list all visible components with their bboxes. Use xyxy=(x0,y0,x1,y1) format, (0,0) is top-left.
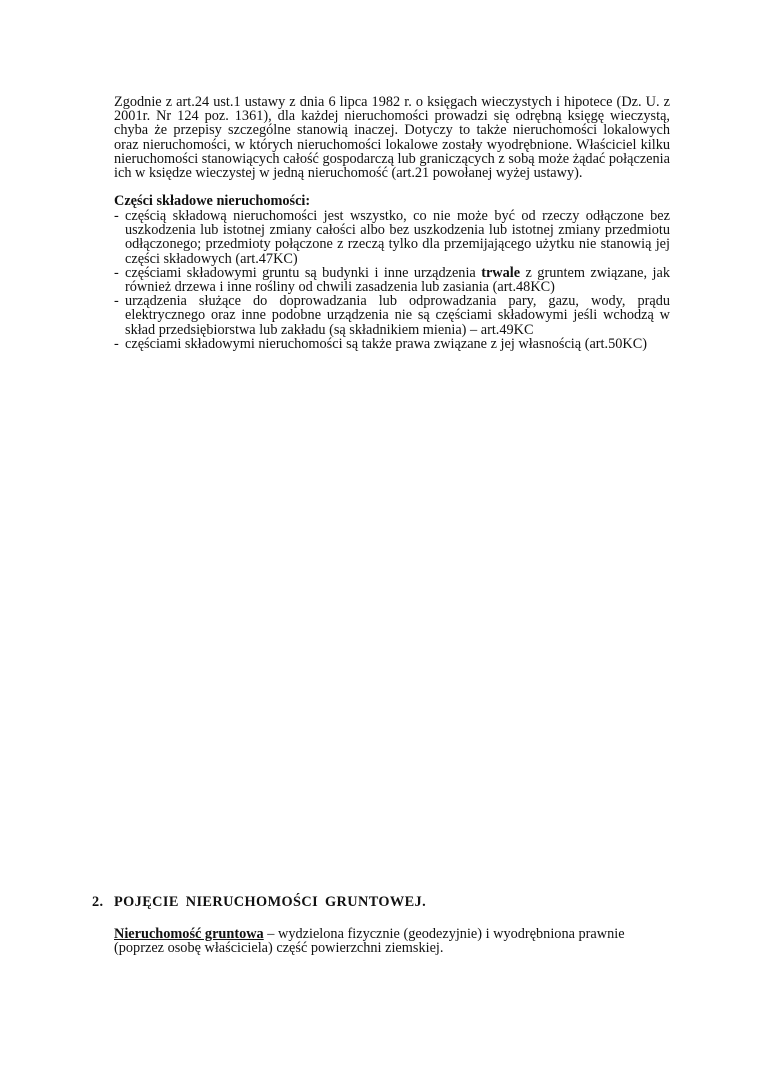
list-item xyxy=(114,294,670,337)
definition-text: – wydzielona fizycznie (geodezyjnie) i wyodrębniona prawnie (poprzez osobę właściciela) część powierzchni ziemskiej. xyxy=(114,926,625,957)
intro-paragraph: Zgodnie z art.24 ust.1 ustawy z dnia 6 lipca 1982 r. o księgach wieczystych i hipotece (Dz. U. z 2001r. Nr 124 poz. 1361), dla każdej nieruchomości prowadzi się odrębną księgę wieczystą, chyba że przepisy szczególne stanowią inaczej. Dotyczy to także nieruchomości lokalowych oraz nieruchomości, w których nieruchomości lokalowe zostały wyodrębnione. Właściciel kilku nieruchomości stanowiących całość gospodarczą lub graniczących z sobą może żądać połączenia ich w księdze wieczystej w jedną nieruchomość (art.21 powołanej wyżej ustawy). xyxy=(114,94,670,182)
components-list xyxy=(114,209,670,351)
section-title: POJĘCIE NIERUCHOMOŚCI GRUNTOWEJ. xyxy=(114,894,427,910)
bullet-dash: - xyxy=(114,293,119,310)
bullet-dash: - xyxy=(114,208,119,224)
list-item-emphasis: trwale xyxy=(481,264,521,281)
list-item-text: urządzenia służące do doprowadzania lub odprowadzania pary, gazu, wody, prądu elektrycznego oraz inne podobne urządzenia nie są częściami składowymi jeśli wchodzą w skład przedsiębiorstwa lub zakładu (są składnikiem mienia) – art.49KC xyxy=(125,293,670,338)
components-heading: Części składowe nieruchomości: xyxy=(114,193,311,209)
list-item-text: częścią składową nieruchomości jest wszystko, co nie może być od rzeczy odłączone bez uszkodzenia lub istotnej zmiany całości albo bez uszkodzenia lub istotnej zmiany przedmiotu odłączonego; przedmioty połączone z rzeczą tylko dla przemijającego użytku nie stanowią jej części składowych (art.47KC) xyxy=(125,208,670,267)
bullet-dash: - xyxy=(114,335,119,352)
section-number: 2. xyxy=(92,894,104,910)
list-item xyxy=(114,337,670,351)
definition-term: Nieruchomość gruntowa xyxy=(114,926,264,942)
list-item xyxy=(114,266,670,294)
section-heading xyxy=(92,894,426,911)
list-item-text-after: z gruntem związane, jak również drzewa i inne rośliny od chwili zasadzenia lub zasiania (art.48KC) xyxy=(125,264,670,296)
list-item-text-before: częściami składowymi gruntu są budynki i inne urządzenia xyxy=(125,264,482,281)
definition-paragraph xyxy=(114,927,670,955)
list-item-text: częściami składowymi nieruchomości są także prawa związane z jej własnością (art.50KC) xyxy=(125,335,648,352)
bullet-dash: - xyxy=(114,264,119,281)
list-item xyxy=(114,209,670,266)
